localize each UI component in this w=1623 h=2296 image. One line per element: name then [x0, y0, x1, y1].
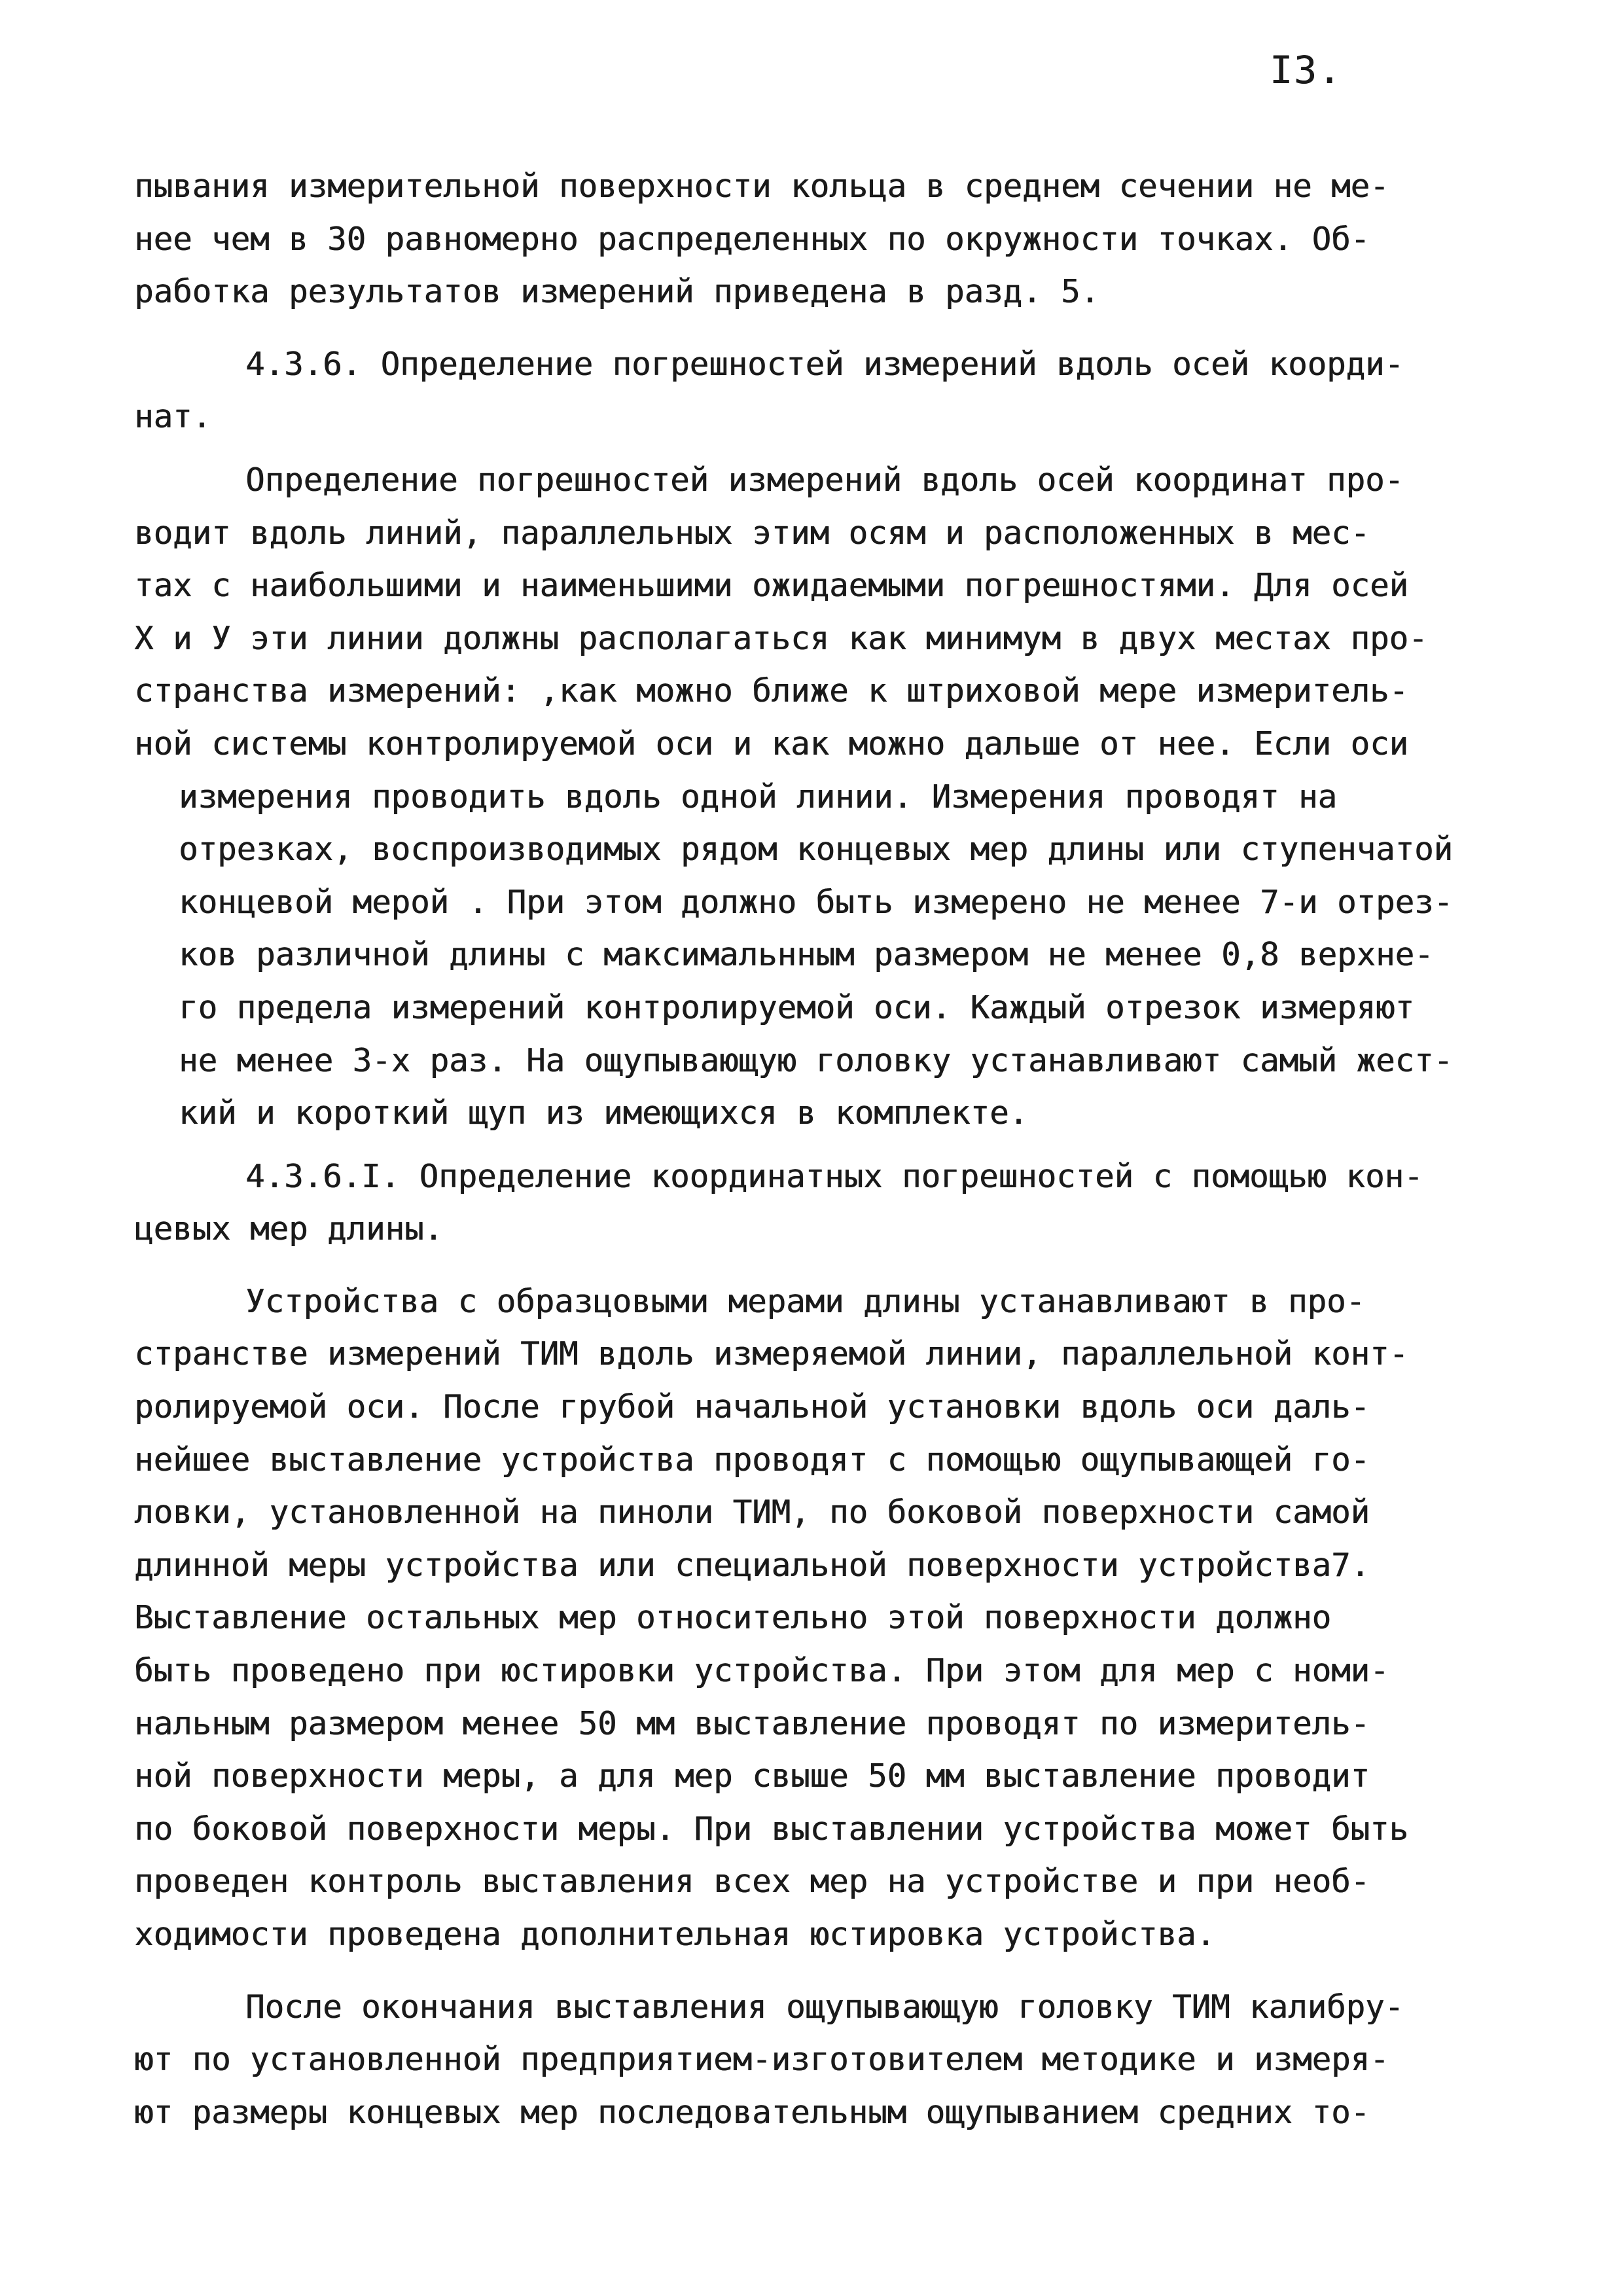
body-text — [134, 160, 1561, 2139]
paragraph — [134, 1276, 1561, 1962]
text-line: ной системы контролируемой оси и как можно дальше от нее. Если оси — [134, 725, 1409, 762]
text-line: Определение погрешностей измерений вдоль осей координат про- — [245, 461, 1404, 499]
text-line: кий и короткий щуп из имеющихся в комплекте. — [179, 1094, 1029, 1132]
text-line: длинной меры устройства или специальной поверхности устройства7. — [134, 1546, 1370, 1584]
text-line: Устройства с образцовыми мерами длины устанавливают в про- — [245, 1282, 1366, 1320]
section-heading — [134, 338, 1561, 444]
text-line: го предела измерений контролируемой оси. Каждый отрезок измеряют — [179, 988, 1415, 1026]
text-line: не менее 3-х раз. На ощупывающую головку устанавливают самый жест- — [179, 1041, 1454, 1079]
text-line: ловки, установленной на пиноли ТИМ, по боковой поверхности самой — [134, 1494, 1370, 1532]
text-line: странства измерений: ,как можно ближе к штриховой мере измеритель- — [134, 672, 1409, 710]
text-line: нейшее выставление устройства проводят с помощью ощупывающей го- — [134, 1441, 1370, 1479]
text-line: нальным размером менее 50 мм выставление проводят по измеритель- — [134, 1704, 1370, 1742]
paragraph — [134, 160, 1561, 319]
text-line: нее чем в 30 равномерно распределенных по окружности точках. Об- — [134, 220, 1370, 258]
text-line: ролируемой оси. После грубой начальной установки вдоль оси даль- — [134, 1388, 1370, 1426]
text-line: ют по установленной предприятием-изготовителем методике и измеря- — [134, 2041, 1389, 2079]
text-line: отрезках, воспроизводимых рядом концевых мер длины или ступенчатой — [179, 831, 1454, 869]
text-line: Х и У эти линии должны располагаться как минимум в двух местах про- — [134, 619, 1428, 657]
text-line: измерения проводить вдоль одной линии. Измерения проводят на — [179, 778, 1338, 816]
paragraph — [134, 454, 1561, 1140]
subsection-heading — [134, 1151, 1561, 1256]
text-line: водит вдоль линий, параллельных этим осям и расположенных в мес- — [134, 514, 1370, 552]
text-line: по боковой поверхности меры. При выставлении устройства может быть — [134, 1810, 1409, 1848]
text-line: пывания измерительной поверхности кольца в среднем сечении не ме- — [134, 168, 1389, 205]
text-line: тах с наибольшими и наименьшими ожидаемыми погрешностями. Для осей — [134, 567, 1409, 605]
text-line: концевой мерой . При этом должно быть измерено не менее 7-и отрез- — [179, 883, 1454, 921]
text-line: 4.3.6.I. Определение координатных погрешностей с помощью кон- — [245, 1157, 1423, 1195]
text-line: Выставление остальных мер относительно этой поверхности должно — [134, 1599, 1332, 1637]
text-line: проведен контроль выставления всех мер на устройстве и при необ- — [134, 1863, 1370, 1901]
text-line: ходимости проведена дополнительная юстировка устройства. — [134, 1916, 1216, 1953]
text-line: работка результатов измерений приведена в разд. 5. — [134, 273, 1100, 311]
paragraph — [134, 1981, 1561, 2140]
text-line: ной поверхности меры, а для мер свыше 50 мм выставление проводит — [134, 1757, 1370, 1795]
page-number: I3. — [1270, 48, 1342, 92]
text-line: быть проведено при юстировки устройства. При этом для мер с номи- — [134, 1652, 1389, 1690]
text-line: ков различной длины с максимальнным размером не менее 0,8 верхне- — [179, 936, 1434, 974]
text-line: странстве измерений ТИМ вдоль измеряемой линии, параллельной конт- — [134, 1335, 1409, 1373]
text-line: нат. — [134, 398, 212, 436]
text-line: После окончания выставления ощупывающую головку ТИМ калибру- — [245, 1988, 1404, 2026]
text-line: цевых мер длины. — [134, 1210, 444, 1248]
text-line: ют размеры концевых мер последовательным ощупыванием средних то- — [134, 2093, 1370, 2131]
text-line: 4.3.6. Определение погрешностей измерений вдоль осей коорди- — [245, 345, 1404, 383]
